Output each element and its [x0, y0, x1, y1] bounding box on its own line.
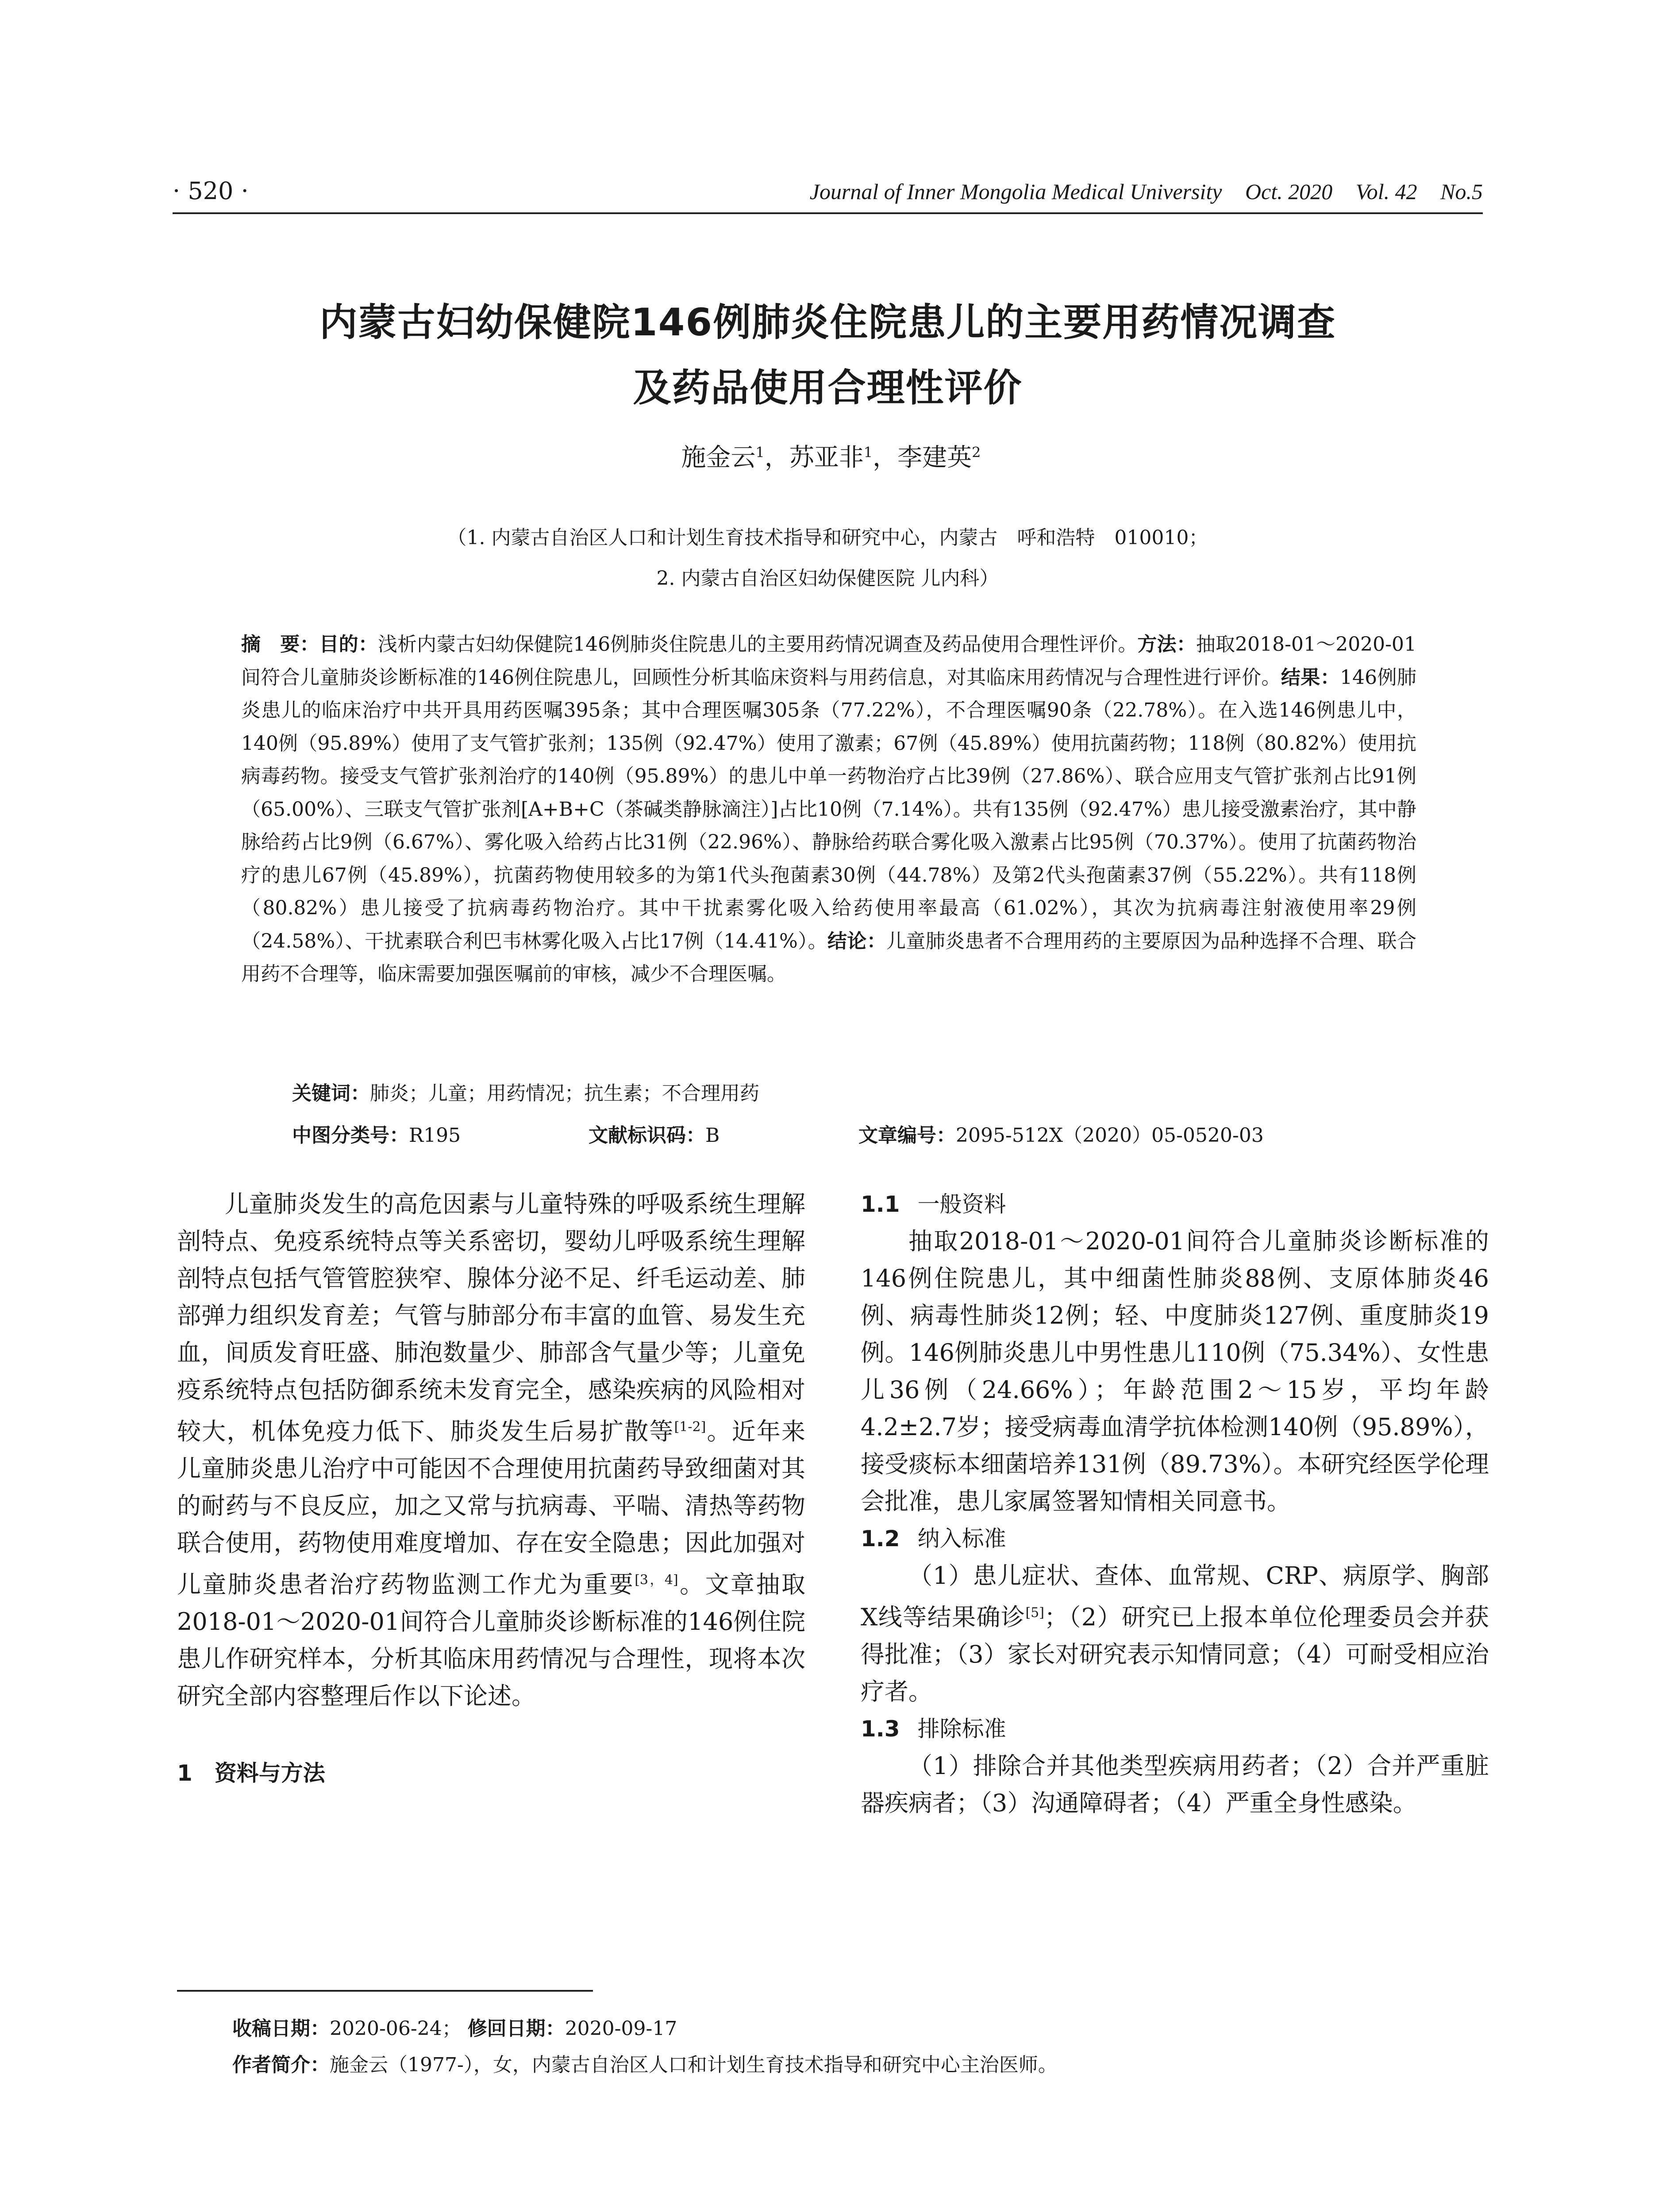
- intro-text: 。近年来儿童肺炎患儿治疗中可能因不合理使用抗菌药导致细菌对其的耐药与不良反应，加之又常与抗病毒、平喘、清热等药物联合使用，药物使用难度增加、存在安全隐患；因此加强对儿童肺炎患者治疗药物监测工作尤为重要: [177, 1417, 806, 1598]
- right-column: [861, 1186, 1489, 1822]
- intro-paragraph: [177, 1186, 805, 1715]
- revised-date: 2020-09-17: [565, 2017, 677, 2040]
- keywords-text: 肺炎；儿童；用药情况；抗生素；不合理用药: [370, 1082, 759, 1105]
- subsection-heading-1-2: [861, 1520, 1489, 1557]
- inclusion-text: （1）患儿症状、查体、血常规、CRP、病原学、胸部X线等结果确诊: [861, 1562, 1489, 1631]
- results-text: 146例肺炎患儿的临床治疗中共开具用药医嘱395条；其中合理医嘱305条（77.22%），不合理医嘱90条（22.78%）。在入选146例患儿中，140例（95.89%）使用了支气管扩张剂；135例（92.47%）使用了激素；67例（45.89%）使用抗菌药物；118例（80.82%）使用抗病毒药物。接受支气管扩张剂治疗的140例（95.89%）的患儿中单一药物治疗占比39例（27.86%）、联合应用支气管扩张剂占比91例（65.00%）、三联支气管扩张剂[A+B+C（茶碱类静脉滴注）]占比10例（7.14%）。共有135例（92.47%）患儿接受激素治疗，其中静脉给药占比9例（6.67%）、雾化吸入给药占比31例（22.96%）、静脉给药联合雾化吸入激素占比95例（70.37%）。使用了抗菌药物治疗的患儿67例（45.89%），抗菌药物使用较多的为第1代头孢菌素30例（44.78%）及第2代头孢菌素37例（55.22%）。共有118例（80.82%）患儿接受了抗病毒药物治疗。其中干扰素雾化吸入给药使用率最高（61.02%），其次为抗病毒注射液使用率29例（24.58%）、干扰素联合利巴韦林雾化吸入占比17例（14.41%）。: [241, 666, 1416, 952]
- classification-line: [292, 1119, 1416, 1148]
- author-name: 施金云: [681, 443, 756, 472]
- abstract-label: 摘 要：: [241, 633, 319, 656]
- footnotes: [232, 2011, 1483, 2083]
- issue-date: Oct. 2020: [1245, 179, 1333, 204]
- left-column: [177, 1186, 805, 1792]
- citation: [1-2]: [674, 1419, 706, 1435]
- citation: [3，4]: [635, 1572, 678, 1588]
- subsection-title: 排除标准: [917, 1716, 1006, 1742]
- general-info-paragraph: 抽取2018-01～2020-01间符合儿童肺炎诊断标准的146例住院患儿，其中细菌性肺炎88例、支原体肺炎46例、病毒性肺炎12例；轻、中度肺炎127例、重度肺炎19例。146例肺炎患儿中男性患儿110例（75.34%）、女性患儿36例（24.66%）；年龄范围2～15岁，平均年龄4.2±2.7岁；接受病毒血清学抗体检测140例（95.89%），接受痰标本细菌培养131例（89.73%）。本研究经医学伦理会批准，患儿家属签署知情相关同意书。: [861, 1227, 1489, 1515]
- article-label: 文章编号：: [858, 1124, 956, 1147]
- subsection-title: 纳入标准: [917, 1526, 1006, 1551]
- author-affil-mark: 2: [972, 444, 981, 461]
- citation: [5]: [1025, 1605, 1044, 1621]
- objective-text: 浅析内蒙古妇幼保健院146例肺炎住院患儿的主要用药情况调查及药品使用合理性评价。: [377, 633, 1138, 656]
- issue: No.5: [1440, 179, 1483, 204]
- subsection-title: 一般资料: [917, 1191, 1006, 1217]
- affiliation-line: 2. 内蒙古自治区妇幼保健医院 儿内科）: [656, 567, 999, 590]
- doc-value: B: [705, 1124, 720, 1147]
- affiliations: [173, 518, 1483, 599]
- affiliation-line: （1. 内蒙古自治区人口和计划生育技术指导和研究中心，内蒙古 呼和浩特 010010；: [447, 526, 1208, 549]
- methods-text: 抽取2018-01～2020-01间符合儿童肺炎诊断标准的146例住院患儿，回顾性分析其临床资料与用药信息，对其临床用药情况与合理性进行评价。: [241, 633, 1417, 689]
- author-name: 李建英: [897, 443, 972, 472]
- received-label: 收稿日期：: [232, 2017, 330, 2040]
- title-line-1: 内蒙古妇幼保健院146例肺炎住院患儿的主要用药情况调查: [319, 300, 1336, 345]
- subsection-heading-1-1: [861, 1186, 1489, 1223]
- clc-number: [292, 1124, 461, 1147]
- inclusion-text: ；（2）研究已上报本单位伦理委员会并获得批准；（3）家长对研究表示知情同意；（4）可耐受相应治疗者。: [861, 1603, 1489, 1705]
- author-footnote: [232, 2047, 1483, 2083]
- received-date: 2020-06-24；: [330, 2017, 462, 2040]
- document-code: [589, 1119, 719, 1148]
- author-bio: 施金云（1977-），女，内蒙古自治区人口和计划生育技术指导和研究中心主治医师。: [330, 2054, 1058, 2076]
- dates-footnote: [232, 2011, 1483, 2047]
- author-affil-mark: 1: [863, 444, 873, 461]
- article-number: [858, 1119, 1264, 1148]
- journal-name: Journal of Inner Mongolia Medical University: [809, 179, 1222, 204]
- clc-label: 中图分类号：: [292, 1124, 409, 1147]
- author-name: 苏亚非: [789, 443, 864, 472]
- author-affil-mark: 1: [755, 444, 765, 461]
- doc-label: 文献标识码：: [589, 1124, 705, 1147]
- intro-text: 儿童肺炎发生的高危因素与儿童特殊的呼吸系统生理解剖特点、免疫系统特点等关系密切，婴幼儿呼吸系统生理解剖特点包括气管管腔狭窄、腺体分泌不足、纤毛运动差、肺部弹力组织发育差；气管与肺部分布丰富的血管、易发生充血，间质发育旺盛、肺泡数量少、肺部含气量少等；儿童免疫系统特点包括防御系统未发育完全，感染疾病的风险相对较大，机体免疫力低下、肺炎发生后易扩散等: [177, 1190, 805, 1445]
- subsection-number: 1.3: [861, 1716, 900, 1742]
- article-value: 2095-512X（2020）05-0520-03: [956, 1124, 1264, 1147]
- section-heading-1: 1 资料与方法: [177, 1760, 325, 1786]
- page-number: · 520 ·: [173, 177, 249, 205]
- article-title: [173, 290, 1483, 421]
- author-list: 施金云$^1$，苏亚非$^1$，李建英$^2$: [681, 443, 981, 472]
- inclusion-paragraph: [861, 1557, 1489, 1710]
- subsection-number: 1.2: [861, 1526, 900, 1551]
- subsection-heading-1-3: [861, 1710, 1489, 1747]
- clc-value: R195: [409, 1124, 461, 1147]
- exclusion-paragraph: （1）排除合并其他类型疾病用药者；（2）合并严重脏器疾病者；（3）沟通障碍者；（4）严重全身性感染。: [861, 1752, 1489, 1817]
- keywords-label: 关键词：: [292, 1082, 370, 1105]
- conclusion-label: 结论：: [827, 929, 887, 952]
- author-bio-label: 作者简介：: [232, 2054, 330, 2076]
- conclusion-text: 儿童肺炎患者不合理用药的主要原因为品种选择不合理、联合用药不合理等，临床需要加强医嘱前的审核，减少不合理医嘱。: [241, 929, 1417, 985]
- intro-text: 。文章抽取2018-01～2020-01间符合儿童肺炎诊断标准的146例住院患儿作研究样本，分析其临床用药情况与合理性，现将本次研究全部内容整理后作以下论述。: [177, 1571, 805, 1710]
- methods-label: 方法：: [1137, 633, 1196, 656]
- objective-label: 目的：: [319, 633, 378, 656]
- volume: Vol. 42: [1355, 179, 1417, 204]
- title-line-2: 及药品使用合理性评价: [633, 366, 1023, 410]
- footnote-divider: [177, 1990, 593, 1992]
- subsection-number: 1.1: [861, 1191, 900, 1217]
- journal-info: [810, 179, 1483, 204]
- keywords: [292, 1077, 1416, 1106]
- revised-label: 修回日期：: [467, 2017, 565, 2040]
- results-label: 结果：: [1281, 666, 1340, 689]
- page-header: [173, 177, 1483, 214]
- abstract: [241, 628, 1416, 991]
